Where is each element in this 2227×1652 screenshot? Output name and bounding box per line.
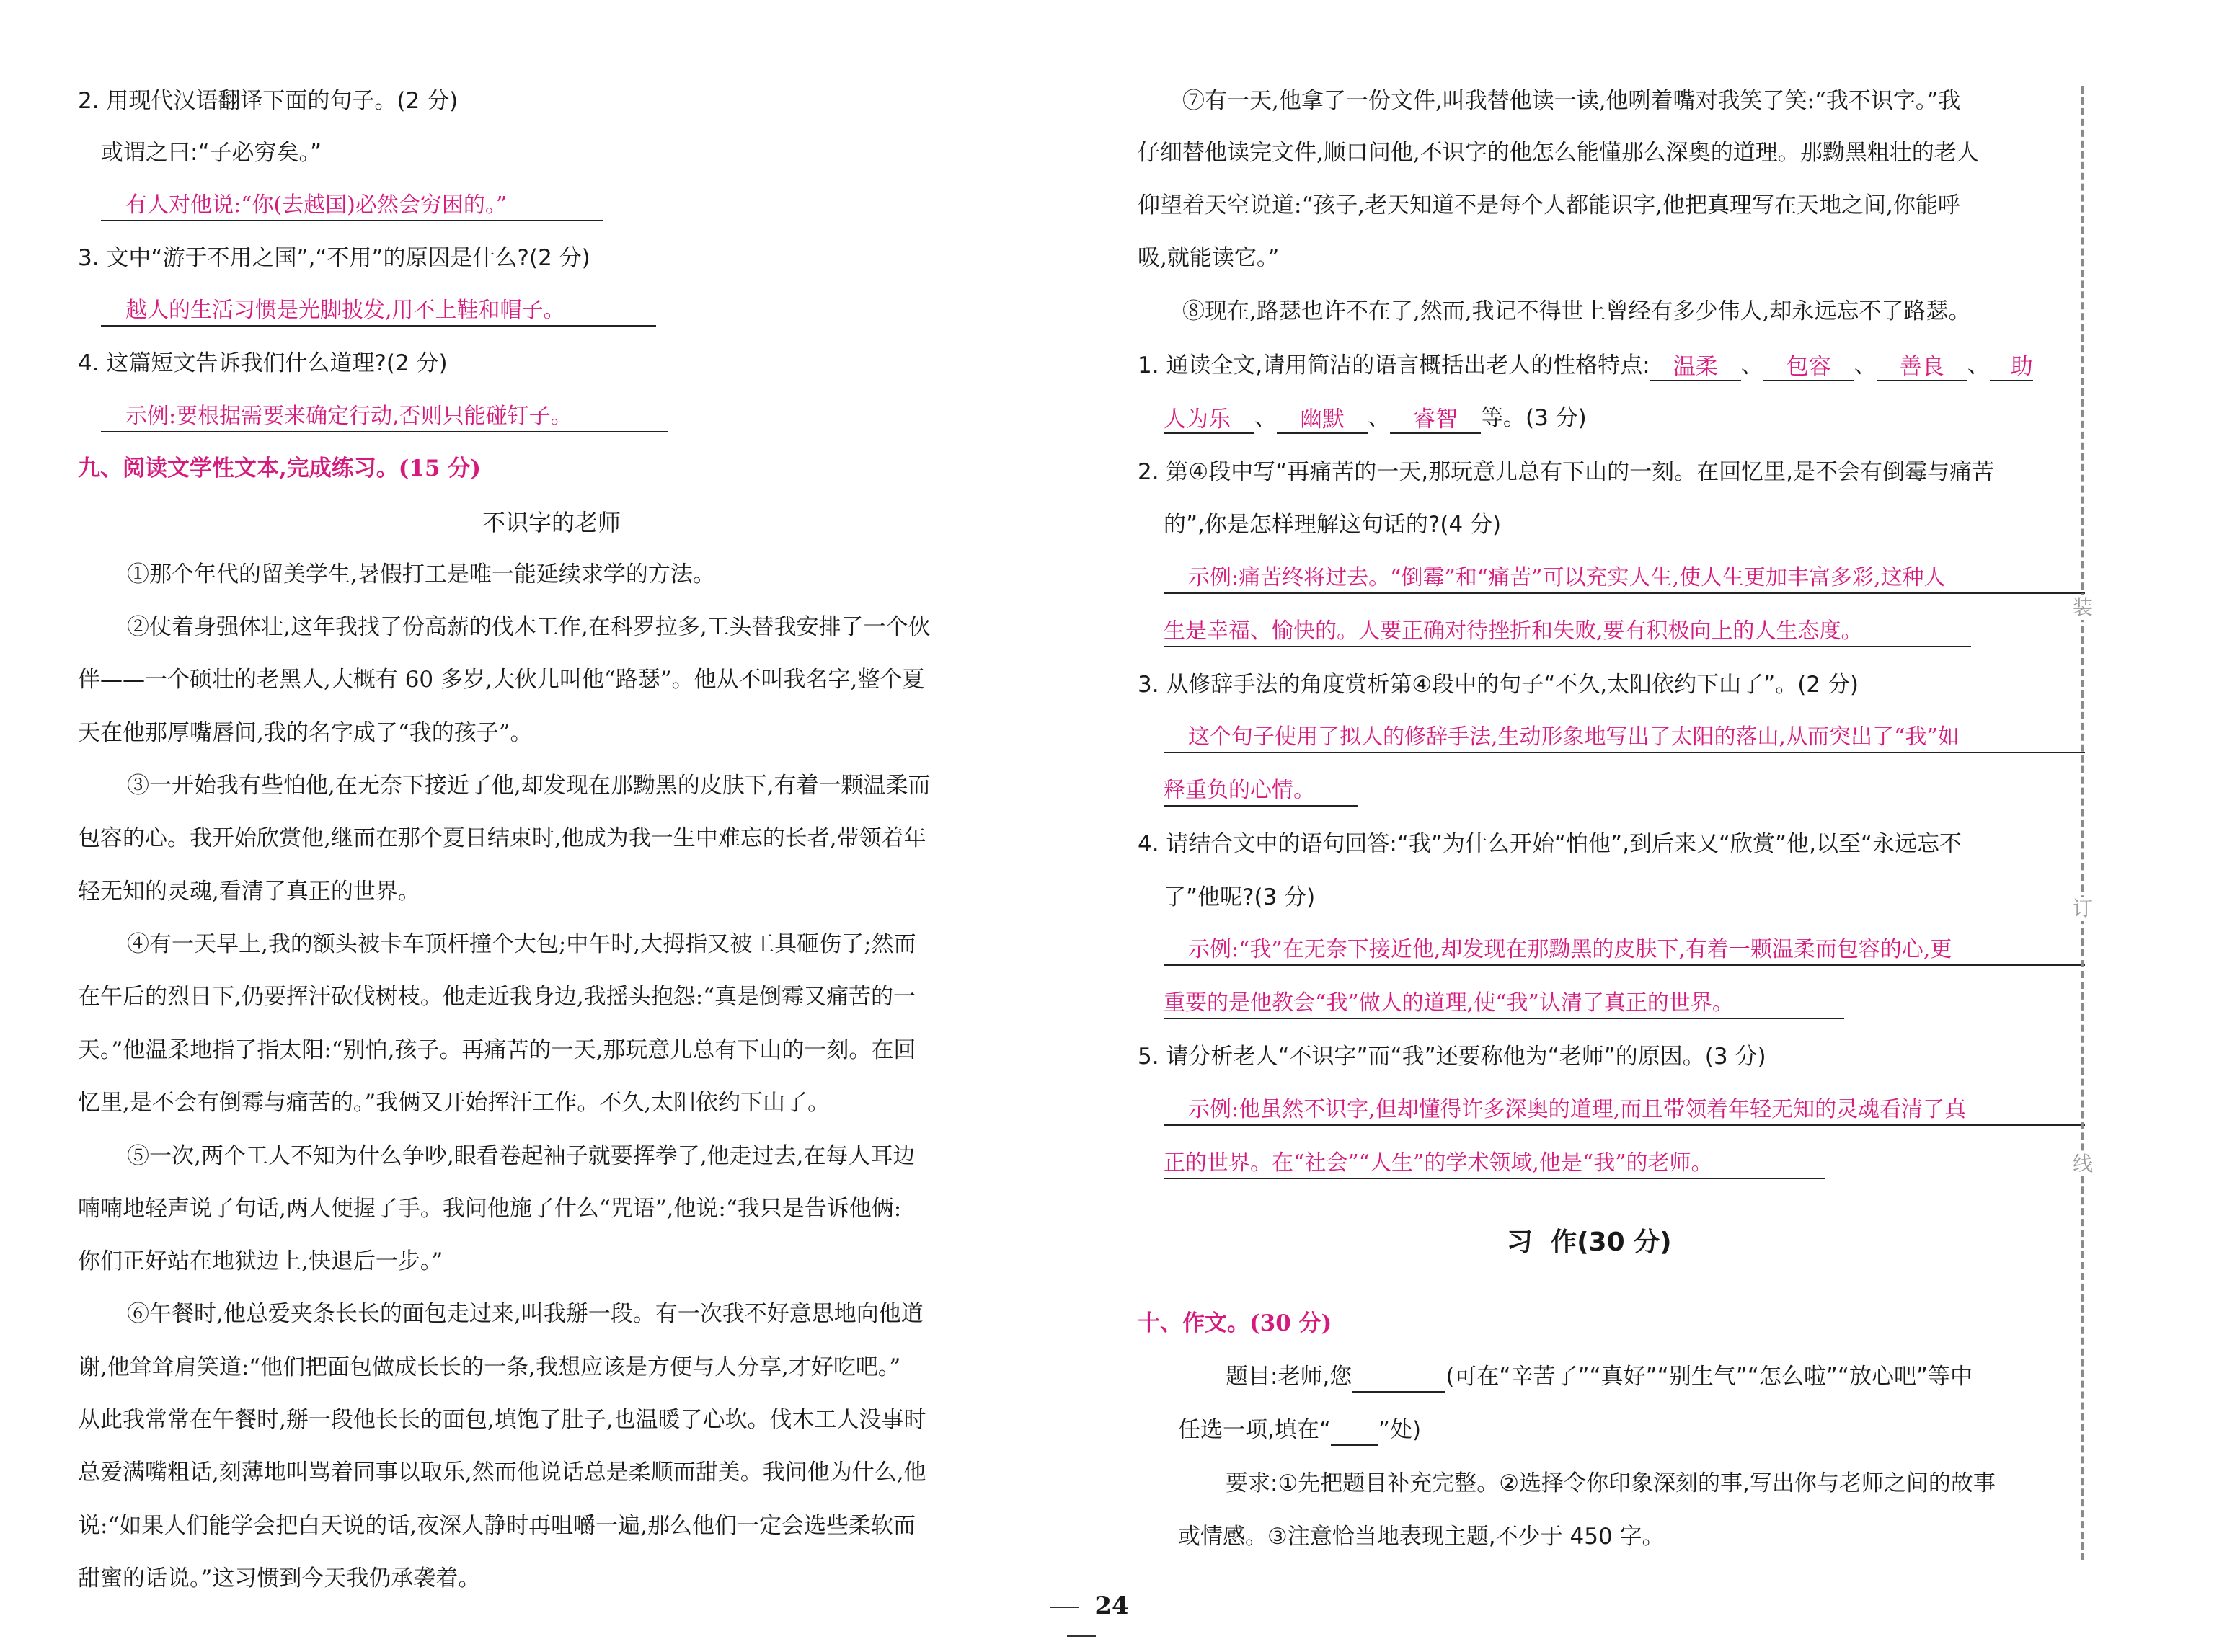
article-line: 说:“如果人们能学会把白天说的话,夜深人静时再咀嚼一遍,那么他们一定会选些柔软而 xyxy=(78,1513,916,1539)
q1-answer-4-part1: 助 xyxy=(1990,351,2033,381)
q4-answer: 示例:要根据需要来确定行动,否则只能碰钉子。 xyxy=(101,401,668,432)
q3-prompt: 3. 文中“游于不用之国”,“不用”的原因是什么?(2 分) xyxy=(78,245,590,271)
q1-line2 xyxy=(1164,402,1587,434)
article-line: 谢,他耸耸肩笑道:“他们把面包做成长长的一条,我想应该是方便与人分享,才好吃吧。” xyxy=(78,1354,901,1380)
composition-part-title: 习 作(30 分) xyxy=(1507,1227,1672,1257)
article-line: ⑧现在,路瑟也许不在了,然而,我记不得世上曾经有多少伟人,却永远忘不了路瑟。 xyxy=(1182,298,1971,324)
article-line: 你们正好站在地狱边上,快退后一步。” xyxy=(78,1248,443,1274)
article-line: ④有一天早上,我的额头被卡车顶杆撞个大包;中午时,大拇指又被工具砸伤了;然而 xyxy=(127,931,916,957)
q4-answer-line2: 重要的是他教会“我”做人的道理,使“我”认清了真正的世界。 xyxy=(1164,987,1844,1019)
topic-prefix: 题目:老师,您 xyxy=(1226,1364,1352,1390)
separator: 、 xyxy=(1368,405,1390,431)
article-line: 轻无知的灵魂,看清了真正的世界。 xyxy=(78,879,420,905)
q2-prompt-line1: 2. 第④段中写“再痛苦的一天,那玩意儿总有下山的一刻。在回忆里,是不会有倒霉与痛苦 xyxy=(1138,459,1994,485)
q2-prompt: 2. 用现代汉语翻译下面的句子。(2 分) xyxy=(78,88,459,114)
q4-answer-line1: 示例:“我”在无奈下接近他,却发现在那黝黑的皮肤下,有着一颗温柔而包容的心,更 xyxy=(1164,934,2085,966)
article-line: 总爱满嘴粗话,刻薄地叫骂着同事以取乐,然而他说话总是柔顺而甜美。我问他为什么,他 xyxy=(78,1460,926,1486)
q2-prompt-line2: 的”,你是怎样理解这句话的?(4 分) xyxy=(1164,512,1502,538)
article-line: 喃喃地轻声说了句话,两人便握了手。我问他施了什么“咒语”,他说:“我只是告诉他俩: xyxy=(78,1196,902,1222)
q3-answer-line1: 这个句子使用了拟人的修辞手法,生动形象地写出了太阳的落山,从而突出了“我”如 xyxy=(1164,721,2085,753)
q4-prompt: 4. 这篇短文告诉我们什么道理?(2 分) xyxy=(78,350,448,376)
q1-answer-2: 包容 xyxy=(1763,351,1854,381)
article-line: ②仗着身强体壮,这年我找了份高薪的伐木工作,在科罗拉多,工头替我安排了一个伙 xyxy=(127,614,931,640)
section-9-heading: 九、阅读文学性文本,完成练习。(15 分) xyxy=(78,456,482,481)
q5-answer-line1: 示例:他虽然不识字,但却懂得许多深奥的道理,而且带领着年轻无知的灵魂看清了真 xyxy=(1164,1094,2085,1126)
q1-line1 xyxy=(1138,350,2033,381)
q1-answer-1: 温柔 xyxy=(1650,351,1741,381)
q5-prompt: 5. 请分析老人“不识字”而“我”还要称他为“老师”的原因。(3 分) xyxy=(1138,1044,1766,1070)
topic-blank xyxy=(1352,1362,1445,1393)
section-10-heading: 十、作文。(30 分) xyxy=(1138,1310,1332,1336)
q2-answer-line2: 生是幸福、愉快的。人要正确对待挫折和失败,要有积极向上的人生态度。 xyxy=(1164,616,1971,647)
q3-answer-line2: 释重负的心情。 xyxy=(1164,775,1358,807)
q1-suffix: 等。(3 分) xyxy=(1481,405,1587,431)
article-line: ①那个年代的留美学生,暑假打工是唯一能延续求学的方法。 xyxy=(127,561,715,587)
composition-topic-line2 xyxy=(1178,1414,1421,1446)
composition-topic-line1 xyxy=(1226,1361,1973,1393)
binding-dashed-line xyxy=(2081,86,2084,1560)
q1-prompt: 1. 通读全文,请用简洁的语言概括出老人的性格特点: xyxy=(1138,352,1650,378)
article-line: ③一开始我有些怕他,在无奈下接近了他,却发现在那黝黑的皮肤下,有着一颗温柔而 xyxy=(127,773,931,799)
topic-line2-prefix: 任选一项,填在“ xyxy=(1178,1417,1331,1443)
article-line: 吸,就能读它。” xyxy=(1138,245,1280,271)
q3-prompt: 3. 从修辞手法的角度赏析第④段中的句子“不久,太阳依约下山了”。(2 分) xyxy=(1138,672,1859,698)
article-line: 天。”他温柔地指了指太阳:“别怕,孩子。再痛苦的一天,那玩意儿总有下山的一刻。在回 xyxy=(78,1037,916,1063)
q1-answer-5: 幽默 xyxy=(1277,404,1368,434)
q3-answer: 越人的生活习惯是光脚披发,用不上鞋和帽子。 xyxy=(101,295,656,327)
page-number-dash-right xyxy=(1067,1635,1096,1637)
article-line: 仔细替他读完文件,顺口问他,不识字的他怎么能懂那么深奥的道理。那黝黑粗壮的老人 xyxy=(1138,140,1979,166)
composition-requirement-line2: 或情感。③注意恰当地表现主题,不少于 450 字。 xyxy=(1178,1524,1665,1550)
article-line: 甜蜜的话说。”这习惯到今天我仍承袭着。 xyxy=(78,1566,481,1591)
q1-answer-6: 睿智 xyxy=(1390,404,1481,434)
article-line: ⑥午餐时,他总爱夹条长长的面包走过来,叫我掰一段。有一次我不好意思地向他道 xyxy=(127,1301,924,1327)
binding-label-xian: 线 xyxy=(2071,1152,2095,1176)
separator: 、 xyxy=(1740,352,1763,378)
topic-line2-suffix: ”处) xyxy=(1378,1417,1422,1443)
article-line: 忆里,是不会有倒霉与痛苦的。”我俩又开始挥汗工作。不久,太阳依约下山了。 xyxy=(78,1090,831,1116)
article-line: 在午后的烈日下,仍要挥汗砍伐树枝。他走近我身边,我摇头抱怨:“真是倒霉又痛苦的一 xyxy=(78,984,916,1010)
composition-requirement-line1: 要求:①先把题目补充完整。②选择令你印象深刻的事,写出你与老师之间的故事 xyxy=(1226,1470,1996,1496)
separator: 、 xyxy=(1967,352,1990,378)
page-number-value: 24 xyxy=(1094,1591,1129,1620)
binding-label-ding: 订 xyxy=(2071,897,2095,921)
page-number-dash-left xyxy=(1050,1607,1079,1608)
article-title: 不识字的老师 xyxy=(482,509,621,536)
article-line: 伴——一个硕壮的老黑人,大概有 60 多岁,大伙儿叫他“路瑟”。他从不叫我名字,整个夏 xyxy=(78,667,925,693)
q5-answer-line2: 正的世界。在“社会”“人生”的学术领域,他是“我”的老师。 xyxy=(1164,1147,1825,1179)
topic-suffix: (可在“辛苦了”“真好”“别生气”“怎么啦”“放心吧”等中 xyxy=(1445,1364,1973,1390)
topic-small-blank xyxy=(1331,1416,1378,1446)
article-line: 从此我常常在午餐时,掰一段他长长的面包,填饱了肚子,也温暖了心坎。伐木工人没事时 xyxy=(78,1407,926,1433)
q1-answer-3: 善良 xyxy=(1877,351,1967,381)
article-line: ⑦有一天,他拿了一份文件,叫我替他读一读,他咧着嘴对我笑了笑:“我不识字。”我 xyxy=(1182,88,1961,114)
binding-label-zhuang: 装 xyxy=(2071,595,2095,620)
article-line: 仰望着天空说道:“孩子,老天知道不是每个人都能识字,他把真理写在天地之间,你能呼 xyxy=(1138,192,1960,218)
article-line: 天在他那厚嘴唇间,我的名字成了“我的孩子”。 xyxy=(78,720,533,746)
q2-answer: 有人对他说:“你(去越国)必然会穷困的。” xyxy=(101,190,603,221)
article-line: 包容的心。我开始欣赏他,继而在那个夏日结束时,他成为我一生中难忘的长者,带领着年 xyxy=(78,825,926,851)
page-number xyxy=(1017,1591,1146,1649)
q4-prompt-line1: 4. 请结合文中的语句回答:“我”为什么开始“怕他”,到后来又“欣赏”他,以至“永远忘不 xyxy=(1138,831,1962,857)
separator: 、 xyxy=(1854,352,1877,378)
q1-answer-4-part2: 人为乐 xyxy=(1164,404,1254,434)
q4-prompt-line2: 了”他呢?(3 分) xyxy=(1164,884,1316,910)
q2-answer-line1: 示例:痛苦终将过去。“倒霉”和“痛苦”可以充实人生,使人生更加丰富多彩,这种人 xyxy=(1164,562,2085,594)
separator: 、 xyxy=(1254,405,1277,431)
article-line: ⑤一次,两个工人不知为什么争吵,眼看卷起袖子就要挥拳了,他走过去,在每人耳边 xyxy=(127,1143,916,1169)
q2-source-sentence: 或谓之曰:“子必穷矣。” xyxy=(101,140,322,166)
